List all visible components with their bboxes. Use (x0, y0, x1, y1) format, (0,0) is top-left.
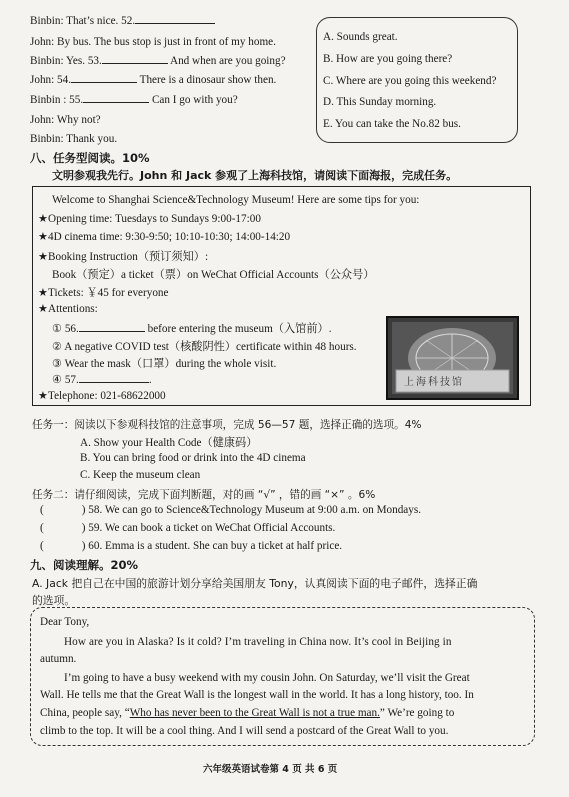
poster-cinema: ★4D cinema time: 9:30-9:50; 10:10-10:30; 14:00-14:20 (38, 231, 291, 243)
section9-heading: 九、阅读理解。20% (30, 558, 139, 572)
dialog-line-54: John: 54. There is a dinosaur show then. (30, 74, 277, 86)
poster-telephone: ★Telephone: 021-68622000 (38, 390, 166, 402)
email-p2-line2: Wall. He tells me that the Great Wall is the longest wall in the world. It has a long history, too. In (40, 689, 474, 701)
dialog-line: John: By bus. The bus stop is just in front of my home. (30, 36, 276, 48)
task2-instruction: 任务二：请仔细阅读，完成下面判断题，对的画 “√” ，错的画 “×” 。6% (32, 489, 376, 501)
option-b: B. How are you going there? (323, 53, 453, 65)
task1-option-b: B. You can bring food or drink into the 4D cinema (80, 452, 306, 464)
section9-intro: A. Jack 把自己在中国的旅游计划分享给美国朋友 Tony，认真阅读下面的电子邮件，选择正确 (32, 577, 478, 590)
poster-welcome: Welcome to Shanghai Science&Technology Museum! Here are some tips for you: (52, 194, 420, 206)
option-d: D. This Sunday morning. (323, 96, 437, 108)
poster-tickets: ★Tickets: ￥45 for everyone (38, 287, 169, 299)
judge-59: ( ) 59. We can book a ticket on WeChat Official Accounts. (40, 522, 336, 534)
judge-60: ( ) 60. Emma is a student. She can buy a ticket at half price. (40, 540, 343, 552)
attention-57: ④ 57. . (52, 374, 152, 386)
museum-photo (386, 316, 519, 400)
task1-instruction: 任务一：阅读以下参观科技馆的注意事项，完成 56—57 题，选择正确的选项。4% (32, 419, 422, 431)
dialog-line: John: Why not? (30, 114, 101, 126)
page-footer: 六年级英语试卷第 4 页 共 6 页 (203, 764, 338, 775)
photo-caption: 上海科技馆 (404, 377, 464, 388)
task1-option-c: C. Keep the museum clean (80, 469, 201, 481)
option-c: C. Where are you going this weekend? (323, 75, 497, 87)
email-p2-line1: I’m going to have a busy weekend with my cousin John. On Saturday, we’ll visit the Great (64, 672, 470, 684)
dialog-line-53: Binbin: Yes. 53. And when are you going? (30, 55, 286, 67)
attention-2: ② A negative COVID test（核酸阴性）certificate within 48 hours. (52, 341, 357, 353)
poster-attentions: ★Attentions: (38, 303, 98, 315)
section9-intro-cont: 的选项。 (32, 594, 76, 607)
dialog-line: Binbin: Thank you. (30, 133, 118, 145)
attention-56: ① 56. before entering the museum（入馆前）. (52, 323, 332, 335)
task1-option-a: A. Show your Health Code（健康码） (80, 437, 258, 449)
poster-booking: ★Booking Instruction（预订须知）: (38, 251, 209, 263)
dialog-line-55: Binbin : 55. Can I go with you? (30, 94, 238, 106)
underlined-quote: Who has never been to the Great Wall is not a true man. (129, 707, 380, 719)
email-p2-line4: climb to the top. It will be a cool thing. And I will send a postcard of the Great Wall to you. (40, 725, 449, 737)
poster-booking-detail: Book（预定）a ticket（票）on WeChat Official Accounts（公众号） (52, 269, 375, 281)
dialog-line-52: Binbin: That’s nice. 52. (30, 15, 215, 27)
email-p2-line3: China, people say, “Who has never been to the Great Wall is not a true man.” We’re going to (40, 707, 455, 719)
attention-3: ③ Wear the mask（口罩）during the whole visit. (52, 358, 277, 370)
poster-opening: ★Opening time: Tuesdays to Sundays 9:00-17:00 (38, 213, 261, 225)
email-p1-line2: autumn. (40, 653, 77, 665)
email-greeting: Dear Tony, (40, 616, 90, 628)
option-a: A. Sounds great. (323, 31, 398, 43)
option-e: E. You can take the No.82 bus. (323, 118, 461, 130)
email-p1-line1: How are you in Alaska? Is it cold? I’m traveling in China now. It’s cool in Beijing in (64, 636, 452, 648)
judge-58: ( ) 58. We can go to Science&Technology Museum at 9:00 a.m. on Mondays. (40, 504, 422, 516)
section8-intro: 文明参观我先行。John 和 Jack 参观了上海科技馆，请阅读下面海报，完成任务。 (52, 169, 458, 182)
section8-heading: 八、任务型阅读。10% (30, 151, 150, 165)
